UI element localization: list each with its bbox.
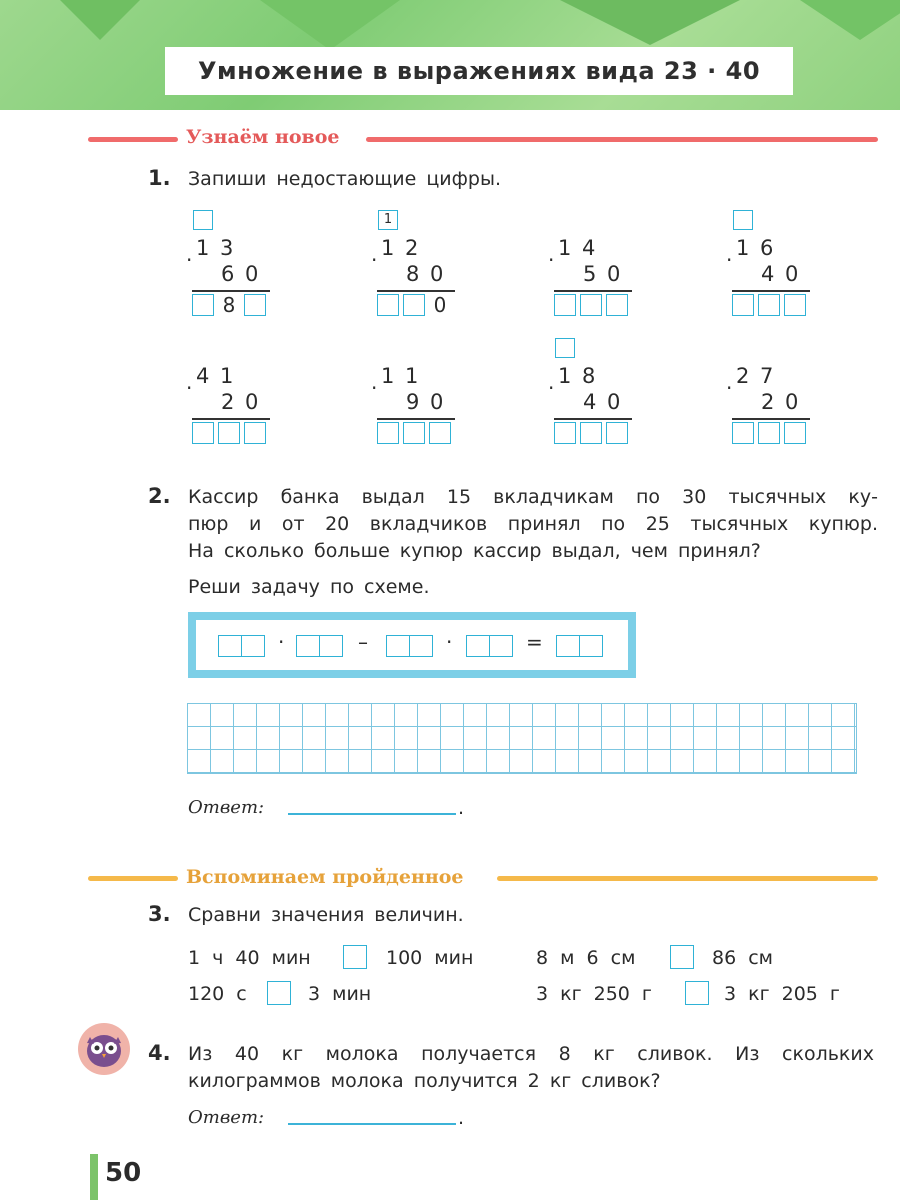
sum-line xyxy=(732,290,810,292)
multiplicand: 2 7 xyxy=(736,364,774,388)
task-number: 1. xyxy=(148,166,171,190)
answer-line[interactable] xyxy=(288,813,456,815)
task-text: Сравни значения величин. xyxy=(188,904,464,926)
multiplicand: 1 3 xyxy=(196,236,234,260)
task-text-line: На сколько больше купюр кассир выдал, чем принял? xyxy=(188,540,761,562)
page-marker xyxy=(90,1154,98,1200)
sum-line xyxy=(554,290,632,292)
result-digit-box[interactable] xyxy=(784,294,806,316)
task-text-line: Из 40 кг молока получается 8 кг сливок. Из скольких xyxy=(188,1043,874,1065)
task-text-line: Кассир банка выдал 15 вкладчикам по 30 тысячных ку- xyxy=(188,486,878,508)
result-digit-box[interactable] xyxy=(244,422,266,444)
result-digit-box[interactable] xyxy=(784,422,806,444)
multiplier: 4 0 xyxy=(761,262,799,286)
multiplier: 4 0 xyxy=(583,390,621,414)
answer-label: Ответ: xyxy=(188,797,265,818)
section-title-review: Вспоминаем пройденное xyxy=(186,866,464,888)
multiply-sign: · xyxy=(371,376,378,400)
scheme-digit-box[interactable] xyxy=(409,635,433,657)
decor-triangle xyxy=(560,0,740,45)
scheme-digit-box[interactable] xyxy=(386,635,410,657)
section-line xyxy=(88,137,178,142)
scheme-digit-box[interactable] xyxy=(489,635,513,657)
section-line xyxy=(88,876,178,881)
multiplicand: 4 1 xyxy=(196,364,234,388)
multiplicand: 1 1 xyxy=(381,364,419,388)
multiplicand: 1 6 xyxy=(736,236,774,260)
result-digit-box[interactable] xyxy=(403,294,425,316)
task-text: Запиши недостающие цифры. xyxy=(188,168,501,190)
scheme-op: = xyxy=(526,630,543,654)
compare-box[interactable] xyxy=(670,945,694,969)
task-number: 4. xyxy=(148,1041,171,1065)
multiplier: 6 0 xyxy=(221,262,259,286)
result-digit-box[interactable] xyxy=(554,294,576,316)
sum-line xyxy=(732,418,810,420)
multiply-sign: · xyxy=(548,248,555,272)
multiplicand: 1 8 xyxy=(558,364,596,388)
sum-line xyxy=(377,418,455,420)
sum-line xyxy=(554,418,632,420)
result-digit: 8 xyxy=(222,293,236,317)
multiply-sign: · xyxy=(548,376,555,400)
result-digit-box[interactable] xyxy=(429,422,451,444)
multiplier: 8 0 xyxy=(406,262,444,286)
section-line xyxy=(497,876,878,881)
compare-right: 100 мин xyxy=(386,947,474,969)
task-number: 2. xyxy=(148,484,171,508)
scheme-digit-box[interactable] xyxy=(296,635,320,657)
multiply-sign: · xyxy=(371,248,378,272)
decor-triangle xyxy=(800,0,900,40)
multiply-sign: · xyxy=(186,248,193,272)
compare-left: 120 с xyxy=(188,983,247,1005)
scheme-digit-box[interactable] xyxy=(241,635,265,657)
multiplicand: 1 4 xyxy=(558,236,596,260)
answer-line[interactable] xyxy=(288,1123,456,1125)
scheme-op: · xyxy=(446,630,453,654)
answer-label: Ответ: xyxy=(188,1107,265,1128)
compare-box[interactable] xyxy=(343,945,367,969)
scheme-digit-box[interactable] xyxy=(556,635,580,657)
answer-end: . xyxy=(458,1107,465,1129)
result-digit-box[interactable] xyxy=(758,294,780,316)
multiply-sign: · xyxy=(186,376,193,400)
result-digit-box[interactable] xyxy=(244,294,266,316)
result-digit-box[interactable] xyxy=(758,422,780,444)
multiplier: 5 0 xyxy=(583,262,621,286)
scheme-digit-box[interactable] xyxy=(319,635,343,657)
result-digit-box[interactable] xyxy=(403,422,425,444)
compare-right: 3 кг 205 г xyxy=(724,983,840,1005)
sum-line xyxy=(192,290,270,292)
compare-left: 3 кг 250 г xyxy=(536,983,652,1005)
result-digit-box[interactable] xyxy=(377,422,399,444)
page-title: Умножение в выражениях вида 23 · 40 xyxy=(165,47,793,95)
compare-right: 3 мин xyxy=(308,983,372,1005)
result-digit-box[interactable] xyxy=(377,294,399,316)
decor-triangle xyxy=(60,0,140,40)
compare-box[interactable] xyxy=(267,981,291,1005)
sum-line xyxy=(192,418,270,420)
compare-right: 86 см xyxy=(712,947,773,969)
multiplicand: 1 2 xyxy=(381,236,419,260)
compare-left: 1 ч 40 мин xyxy=(188,947,311,969)
result-digit-box[interactable] xyxy=(732,294,754,316)
task-number: 3. xyxy=(148,902,171,926)
multiply-sign: · xyxy=(726,248,733,272)
result-digit-box[interactable] xyxy=(218,422,240,444)
multiply-sign: · xyxy=(726,376,733,400)
solution-scheme xyxy=(188,612,636,678)
scheme-op: – xyxy=(358,630,368,654)
carry-box[interactable]: 1 xyxy=(378,210,398,230)
sum-line xyxy=(377,290,455,292)
carry-box[interactable] xyxy=(193,210,213,230)
answer-end: . xyxy=(458,797,465,819)
multiplier: 2 0 xyxy=(221,390,259,414)
page-number: 50 xyxy=(105,1158,142,1188)
multiplier: 9 0 xyxy=(406,390,444,414)
result-digit-box[interactable] xyxy=(606,422,628,444)
scheme-digit-box[interactable] xyxy=(579,635,603,657)
section-line xyxy=(366,137,878,142)
result-digit: 0 xyxy=(433,293,447,317)
compare-left: 8 м 6 см xyxy=(536,947,636,969)
scheme-op: · xyxy=(278,630,285,654)
owl-icon xyxy=(78,1023,130,1075)
carry-box[interactable] xyxy=(555,338,575,358)
result-digit-box[interactable] xyxy=(580,294,602,316)
result-digit-box[interactable] xyxy=(606,294,628,316)
carry-box[interactable] xyxy=(733,210,753,230)
scheme-digit-box[interactable] xyxy=(466,635,490,657)
result-digit-box[interactable] xyxy=(192,294,214,316)
task-text-line: Реши задачу по схеме. xyxy=(188,576,430,598)
decor-triangle xyxy=(260,0,400,50)
result-digit-box[interactable] xyxy=(554,422,576,444)
task-text-line: килограммов молока получится 2 кг сливок? xyxy=(188,1070,661,1092)
result-digit-box[interactable] xyxy=(192,422,214,444)
result-digit-box[interactable] xyxy=(580,422,602,444)
task-text-line: пюр и от 20 вкладчиков принял по 25 тысячных купюр. xyxy=(188,513,878,535)
result-digit-box[interactable] xyxy=(732,422,754,444)
compare-box[interactable] xyxy=(685,981,709,1005)
multiplier: 2 0 xyxy=(761,390,799,414)
section-title-new: Узнаём новое xyxy=(186,126,340,148)
writing-grid[interactable] xyxy=(187,703,857,774)
scheme-digit-box[interactable] xyxy=(218,635,242,657)
